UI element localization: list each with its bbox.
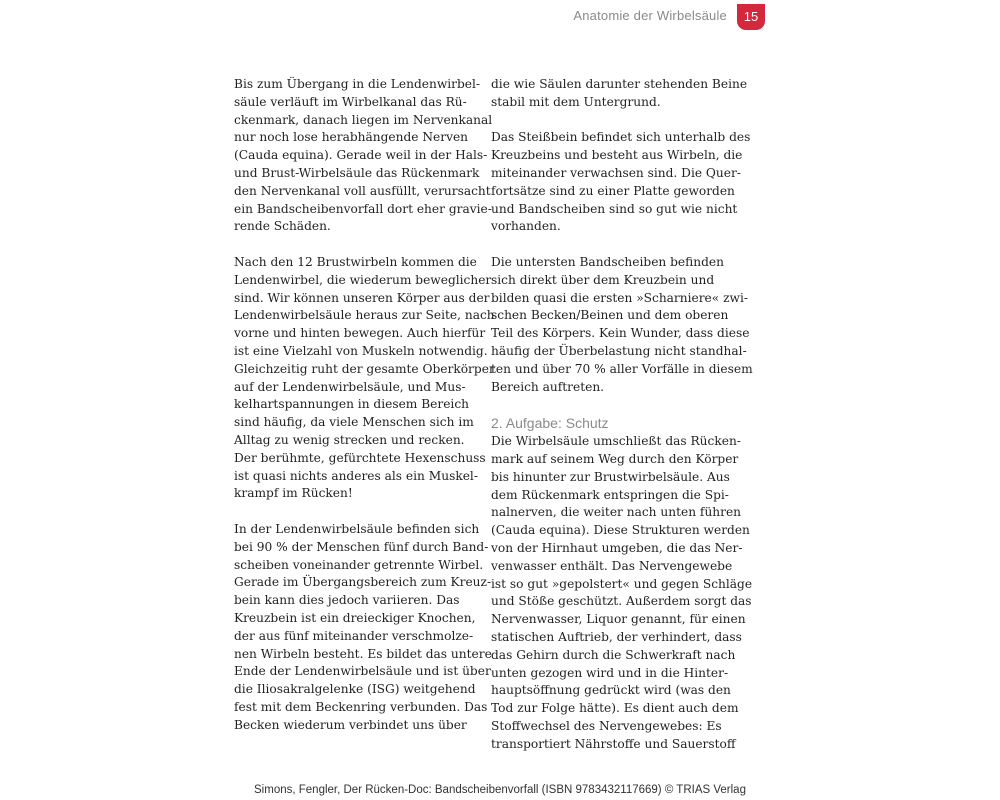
text-line: sind häufig, da viele Menschen sich im	[234, 415, 474, 430]
text-line: unten gezogen wird und in die Hinter-	[491, 665, 729, 680]
text-line: säule verläuft im Wirbelkanal das Rü-	[234, 94, 467, 109]
text-line: sich direkt über dem Kreuzbein und	[491, 272, 715, 287]
section-heading: 2. Aufgabe: Schutz	[491, 415, 609, 432]
text-line: (Cauda equina). Gerade weil in der Hals-	[234, 148, 488, 163]
paragraph	[234, 521, 492, 735]
footer-citation: Simons, Fengler, Der Rücken-Doc: Bandscheibenvorfall (ISBN 9783432117669) © TRIAS Verlag	[254, 784, 746, 796]
text-line: Alltag zu wenig strecken und recken.	[234, 432, 465, 447]
text-line: das Gehirn durch die Schwerkraft nach	[491, 647, 736, 662]
text-line: Lendenwirbelsäule heraus zur Seite, nach	[234, 308, 495, 323]
text-line: nalnerven, die weiter nach unten führen	[491, 505, 742, 520]
text-line: rende Schäden.	[234, 219, 331, 234]
text-line: stabil mit dem Untergrund.	[491, 94, 661, 109]
text-line: ist eine Vielzahl von Muskeln notwendig.	[234, 343, 488, 358]
text-line: (Cauda equina). Diese Strukturen werden	[491, 523, 750, 538]
paragraph	[491, 76, 748, 112]
text-line: Becken wiederum verbindet uns über	[234, 717, 467, 732]
text-line: Die Wirbelsäule umschließt das Rücken-	[491, 434, 741, 449]
text-line: fortsätze sind zu einer Platte geworden	[491, 183, 735, 198]
text-line: ten und über 70 % aller Vorfälle in diesem	[491, 361, 753, 376]
text-line: nen Wirbeln besteht. Es bildet das untere	[234, 646, 492, 661]
text-line: den Nervenkanal voll ausfüllt, verursacht	[234, 183, 491, 198]
text-line: auf der Lendenwirbelsäule, und Mus-	[234, 379, 466, 394]
text-line: statischen Auftrieb, der verhindert, dass	[491, 629, 742, 644]
text-line: ist quasi nichts anderes als ein Muskel-	[234, 468, 478, 483]
text-line: In der Lendenwirbelsäule befinden sich	[234, 521, 480, 536]
text-line: nur noch lose herabhängende Nerven	[234, 130, 469, 145]
paragraph	[234, 76, 493, 236]
text-line: sind. Wir können unseren Körper aus der	[234, 290, 490, 305]
text-line: Teil des Körpers. Kein Wunder, dass diese	[491, 326, 750, 341]
text-line: Bis zum Übergang in die Lendenwirbel-	[234, 77, 480, 91]
text-line: krampf im Rücken!	[234, 486, 353, 501]
text-line: dem Rückenmark entspringen die Spi-	[491, 487, 729, 502]
text-line: und Stöße geschützt. Außerdem sorgt das	[491, 594, 752, 609]
text-line: Bereich auftreten.	[491, 379, 605, 394]
text-line: fest mit dem Beckenring verbunden. Das	[234, 699, 488, 714]
text-line: ein Bandscheibenvorfall dort eher gravie-	[234, 201, 492, 216]
text-line: schen Becken/Beinen und dem oberen	[491, 308, 729, 323]
text-line: hauptsöffnung gedrückt wird (was den	[491, 683, 731, 698]
text-line: bis hinunter zur Brustwirbelsäule. Aus	[491, 469, 730, 484]
text-line: häufig der Überbelastung nicht standhal-	[491, 343, 747, 358]
text-line: Ende der Lendenwirbelsäule und ist über	[234, 664, 491, 679]
text-line: Nervenwasser, Liquor genannt, für einen	[491, 612, 746, 627]
text-line: Stoffwechsel des Nervengewebes: Es	[491, 718, 722, 733]
paragraph	[491, 129, 751, 236]
text-line: bilden quasi die ersten »Scharniere« zwi-	[491, 290, 748, 305]
text-line: mark auf seinem Weg durch den Körper	[491, 451, 739, 466]
text-line: Tod zur Folge hätte). Es dient auch dem	[491, 701, 739, 716]
text-line: Gleichzeitig ruht der gesamte Oberkörper	[234, 361, 495, 376]
text-line: Die untersten Bandscheiben befinden	[491, 254, 724, 269]
right-column	[491, 76, 753, 753]
text-line: und Brust-Wirbelsäule das Rückenmark	[234, 165, 480, 180]
text-line: Lendenwirbel, die wiederum beweglicher	[234, 272, 492, 287]
text-line: von der Hirnhaut umgeben, die das Ner-	[491, 540, 743, 555]
text-line: bein kann dies jedoch variieren. Das	[234, 593, 460, 608]
text-line: ckenmark, danach liegen im Nervenkanal	[234, 112, 493, 127]
text-line: venwasser enthält. Das Nervengewebe	[491, 558, 733, 573]
page-number-badge: 15	[737, 4, 765, 30]
paragraph	[234, 254, 495, 503]
text-line: transportiert Nährstoffe und Sauerstoff	[491, 736, 736, 751]
text-line: miteinander verwachsen sind. Die Quer-	[491, 165, 741, 180]
running-header-title: Anatomie der Wirbelsäule	[573, 8, 727, 23]
text-line: Der berühmte, gefürchtete Hexenschuss	[234, 450, 486, 465]
text-line: Das Steißbein befindet sich unterhalb des	[491, 130, 751, 145]
text-line: Kreuzbein ist ein dreieckiger Knochen,	[234, 610, 476, 625]
text-line: kelhartspannungen in diesem Bereich	[234, 397, 470, 412]
paragraph	[491, 254, 753, 396]
text-line: vorne und hinten bewegen. Auch hierfür	[234, 326, 486, 341]
text-line: Gerade im Übergangsbereich zum Kreuz-	[234, 575, 492, 590]
left-column	[234, 76, 495, 752]
section-paragraph	[491, 433, 753, 753]
text-line: und Bandscheiben sind so gut wie nicht	[491, 201, 738, 216]
text-line: bei 90 % der Menschen fünf durch Band-	[234, 539, 489, 554]
text-line: der aus fünf miteinander verschmolze-	[234, 628, 474, 643]
text-line: Nach den 12 Brustwirbeln kommen die	[234, 254, 477, 269]
text-line: die Iliosakralgelenke (ISG) weitgehend	[234, 682, 476, 697]
text-line: vorhanden.	[491, 219, 561, 234]
text-line: ist so gut »gepolstert« und gegen Schläge	[491, 576, 753, 591]
text-line: Kreuzbeins und besteht aus Wirbeln, die	[491, 148, 743, 163]
text-line: scheiben voneinander getrennte Wirbel.	[234, 557, 484, 572]
text-line: die wie Säulen darunter stehenden Beine	[491, 77, 748, 91]
